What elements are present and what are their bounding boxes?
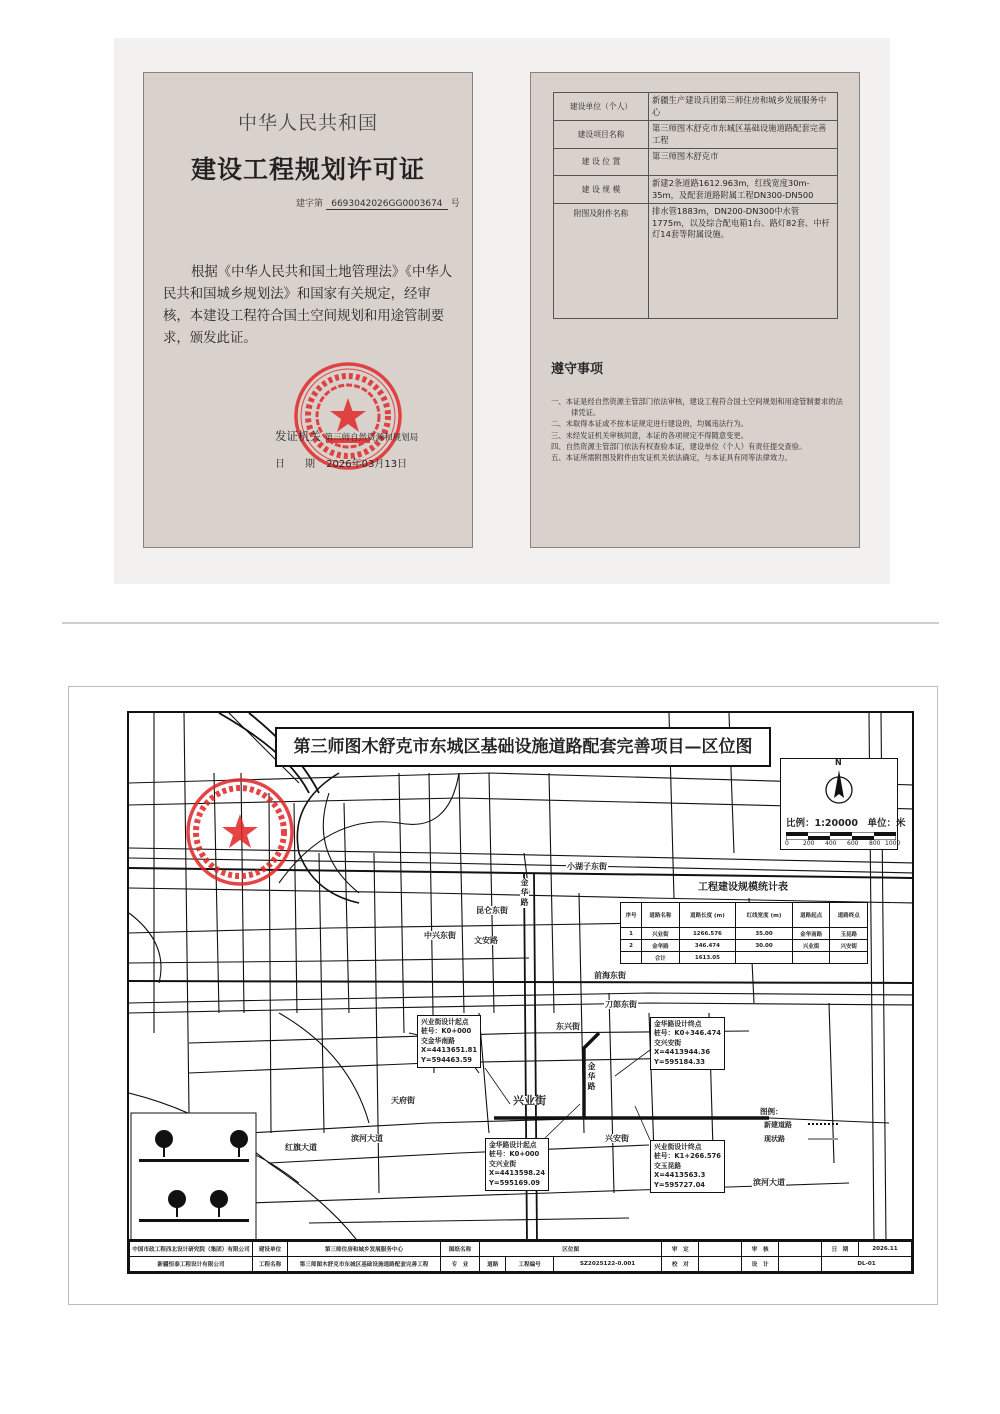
callout-leader-lines	[400, 1010, 730, 1160]
street-label: 昆仑东街	[476, 906, 508, 915]
callout-line: 兴业街设计起点	[421, 1018, 469, 1026]
client-label: 建设单位	[253, 1242, 288, 1257]
callout-line: 金华路设计起点	[489, 1141, 537, 1149]
code-value: SZ2025122-0.001	[553, 1257, 662, 1272]
project-label: 工程名称	[253, 1257, 288, 1272]
legend-existing-road-swatch	[808, 1138, 838, 1140]
callout-line: 兴业街设计终点	[654, 1143, 702, 1151]
certificate-issuer	[275, 428, 418, 444]
certificate-date	[275, 455, 407, 470]
table-header: 道路长度 (m)	[679, 903, 736, 928]
scale-text: 比例：1:20000 单位：米	[786, 818, 906, 829]
certificate-number	[296, 196, 460, 210]
street-label: 刀郎东街	[605, 1000, 637, 1009]
role: 审 核	[742, 1242, 779, 1257]
callout-line: 交兴业街	[489, 1159, 517, 1168]
info-label: 建 设 规 模	[554, 176, 649, 204]
info-label: 建 设 位 置	[554, 149, 649, 176]
drawing-label: 图纸名称	[441, 1242, 480, 1257]
date-value: 2026.11	[858, 1242, 911, 1257]
north-label: N	[835, 758, 842, 767]
role: 设 计	[742, 1257, 779, 1272]
drawing-title-block	[127, 1241, 914, 1274]
title-block-row	[130, 1242, 912, 1257]
callout-line: X=4413563.3	[654, 1171, 706, 1180]
table-cell: 兴业街	[792, 940, 830, 952]
callout-line: 桩号：K0+000	[421, 1027, 472, 1036]
street-label: 红旗大道	[285, 1143, 317, 1152]
info-value: 新建2条道路1612.963m，红线宽度30m-35m，及配套道路附属工程DN300-DN500	[649, 176, 838, 204]
table-cell: 1266.576	[679, 928, 736, 940]
issuer-name: 第三师自然资源和规划局	[324, 433, 419, 443]
date-label: 日 期	[822, 1242, 859, 1257]
table-header-row	[621, 903, 868, 928]
table-row	[621, 952, 868, 964]
legend-new-road-swatch	[808, 1123, 838, 1127]
scale-tick: 200	[803, 840, 815, 847]
project-name: 第三师图木舒克市东城区基础设施道路配套完善工程	[288, 1257, 441, 1272]
info-row	[554, 149, 838, 176]
map-title: 第三师图木舒克市东城区基础设施道路配套完善项目—区位图	[275, 727, 771, 767]
certificate-title: 建设工程规划许可证	[190, 155, 425, 184]
notice-item: 四、自然资源主管部门依法有权查验本证，建设单位（个人）有责任提交查验。	[551, 441, 807, 451]
info-label: 建设单位（个人）	[554, 93, 649, 121]
signature-cell	[699, 1242, 742, 1257]
table-cell: 35.00	[736, 928, 793, 940]
info-value: 第三师图木舒克市	[649, 149, 838, 176]
title-block-row	[130, 1257, 912, 1272]
issuer-label: 发证机关	[275, 429, 321, 443]
date-label: 日 期	[275, 459, 315, 470]
info-row	[554, 93, 838, 121]
table-header: 序号	[621, 903, 642, 928]
street-label: 小湖子东街	[567, 862, 607, 871]
table-cell	[621, 952, 642, 964]
sheet-number: DL-01	[822, 1257, 912, 1272]
street-label: 天府街	[391, 1096, 415, 1105]
section-divider	[62, 622, 939, 624]
role: 审 定	[662, 1242, 699, 1257]
legend-existing-road: 现状路	[764, 1135, 785, 1143]
callout-line: X=4413944.36	[654, 1048, 711, 1057]
number-suffix: 号	[450, 199, 460, 209]
signature-cell	[779, 1242, 822, 1257]
notice-list	[551, 396, 843, 463]
table-cell: 金华南路	[792, 928, 830, 940]
discipline-value: 道路	[480, 1257, 506, 1272]
drawing-name: 区位图	[480, 1242, 662, 1257]
table-header: 道路起点	[792, 903, 830, 928]
callout-line: Y=594463.59	[421, 1055, 473, 1064]
callout-line: Y=595169.09	[489, 1178, 541, 1187]
table-cell	[830, 952, 868, 964]
scale-tick: 400	[825, 840, 837, 847]
table-header: 道路名称	[642, 903, 680, 928]
number-value: 6693042026GG0003674	[326, 199, 448, 210]
table-cell: 1	[621, 928, 642, 940]
table-cell: 2	[621, 940, 642, 952]
table-cell: 1613.05	[679, 952, 736, 964]
stats-table	[620, 902, 868, 964]
notice-item: 一、本证是经自然资源主管部门依法审核，建设工程符合国土空间规划和用途管制要求的法律凭证。	[551, 397, 843, 418]
info-value: 第三师图木舒克市东城区基础设施道路配套完善工程	[649, 121, 838, 149]
info-row	[554, 121, 838, 149]
callout-line: X=4413651.81	[421, 1046, 478, 1055]
notice-item: 二、未取得本证或不按本证规定进行建设的，均属违法行为。	[551, 419, 749, 429]
street-label: 文安路	[474, 936, 498, 945]
callout-line: Y=595727.04	[654, 1180, 706, 1189]
street-label-vertical: 金华路	[587, 1062, 596, 1091]
table-cell	[736, 952, 793, 964]
role: 校 对	[662, 1257, 699, 1272]
company-1: 中国市政工程西北设计研究院（集团）有限公司	[130, 1242, 253, 1257]
scale-tick: 1000	[885, 840, 901, 847]
notice-item: 三、未经发证机关审核同意，本证的各项规定不得随意变更。	[551, 430, 749, 440]
street-label: 滨河大道	[753, 1178, 785, 1187]
street-label: 滨河大道	[351, 1134, 383, 1143]
table-cell: 兴业街	[642, 928, 680, 940]
certificate-country: 中华人民共和国	[237, 112, 378, 134]
discipline-label: 专 业	[441, 1257, 480, 1272]
table-cell: 玉昆路	[830, 928, 868, 940]
table-cell: 30.00	[736, 940, 793, 952]
scale-bar	[786, 832, 896, 840]
callout-line: Y=595184.33	[654, 1057, 706, 1066]
street-label: 东兴街	[556, 1022, 580, 1031]
info-label: 建设项目名称	[554, 121, 649, 149]
street-label-vertical: 金华路	[520, 878, 529, 907]
project-info-table	[553, 92, 838, 319]
code-label: 工程编号	[506, 1257, 553, 1272]
table-header: 红线宽度 (m)	[736, 903, 793, 928]
street-label: 前海东街	[594, 971, 626, 980]
callout-line: 金华路设计终点	[654, 1020, 702, 1028]
design-seal-icon	[180, 776, 300, 888]
stats-title: 工程建设规模统计表	[698, 882, 788, 893]
table-row	[621, 928, 868, 940]
callout-line: 桩号：K0+000	[489, 1150, 540, 1159]
callout-line: X=4413598.24	[489, 1169, 546, 1178]
notice-title: 遵守事项	[551, 362, 604, 377]
number-prefix: 建字第	[296, 199, 324, 209]
info-row	[554, 176, 838, 204]
signature-cell	[699, 1257, 742, 1272]
table-header: 道路终点	[830, 903, 868, 928]
notice-item: 五、本证所需附图及附件由发证机关依法确定，与本证具有同等法律效力。	[551, 453, 792, 463]
street-label: 中兴东街	[424, 931, 456, 940]
north-arrow-icon	[820, 760, 858, 810]
street-label: 兴安街	[605, 1134, 629, 1143]
scale-tick: 0	[785, 840, 789, 847]
info-row	[554, 204, 838, 319]
scale-tick: 600	[847, 840, 859, 847]
callout-line: 桩号：K0+346.474	[654, 1029, 722, 1038]
client-name: 第三师住房和城乡发展服务中心	[288, 1242, 441, 1257]
certificate-body: 根据《中华人民共和国土地管理法》《中华人民共和国城乡规划法》和国家有关规定，经审核，本建设工程符合国土空间规划和用途管制要求，颁发此证。	[163, 265, 453, 346]
table-row	[621, 940, 868, 952]
callout-line: 交金华南路	[421, 1036, 455, 1045]
date-value: 2026年03月13日	[326, 459, 408, 470]
table-cell: 兴安街	[830, 940, 868, 952]
signature-cell	[779, 1257, 822, 1272]
title-block-table	[129, 1241, 912, 1272]
callout-line: 桩号：K1+266.576	[654, 1152, 722, 1161]
info-label: 附图及附件名称	[554, 204, 649, 319]
table-cell	[792, 952, 830, 964]
info-value: 排水管1883m，DN200-DN300中水管1775m，以及综合配电箱1台、路灯82套、中杆灯14套等附属设施。	[649, 204, 838, 319]
table-cell: 346.474	[679, 940, 736, 952]
company-2: 新疆恒泰工程设计有限公司	[130, 1257, 253, 1272]
table-cell: 金华路	[642, 940, 680, 952]
legend-title: 图例：	[760, 1107, 783, 1116]
callout-line: 交玉昆路	[654, 1161, 682, 1170]
legend-new-road: 新建道路	[764, 1121, 792, 1129]
info-value: 新疆生产建设兵团第三师住房和城乡发展服务中心	[649, 93, 838, 121]
callout-line: 交兴安街	[654, 1038, 682, 1047]
scale-tick: 800	[869, 840, 881, 847]
street-label: 兴业街	[513, 1094, 546, 1107]
table-cell: 合计	[642, 952, 680, 964]
